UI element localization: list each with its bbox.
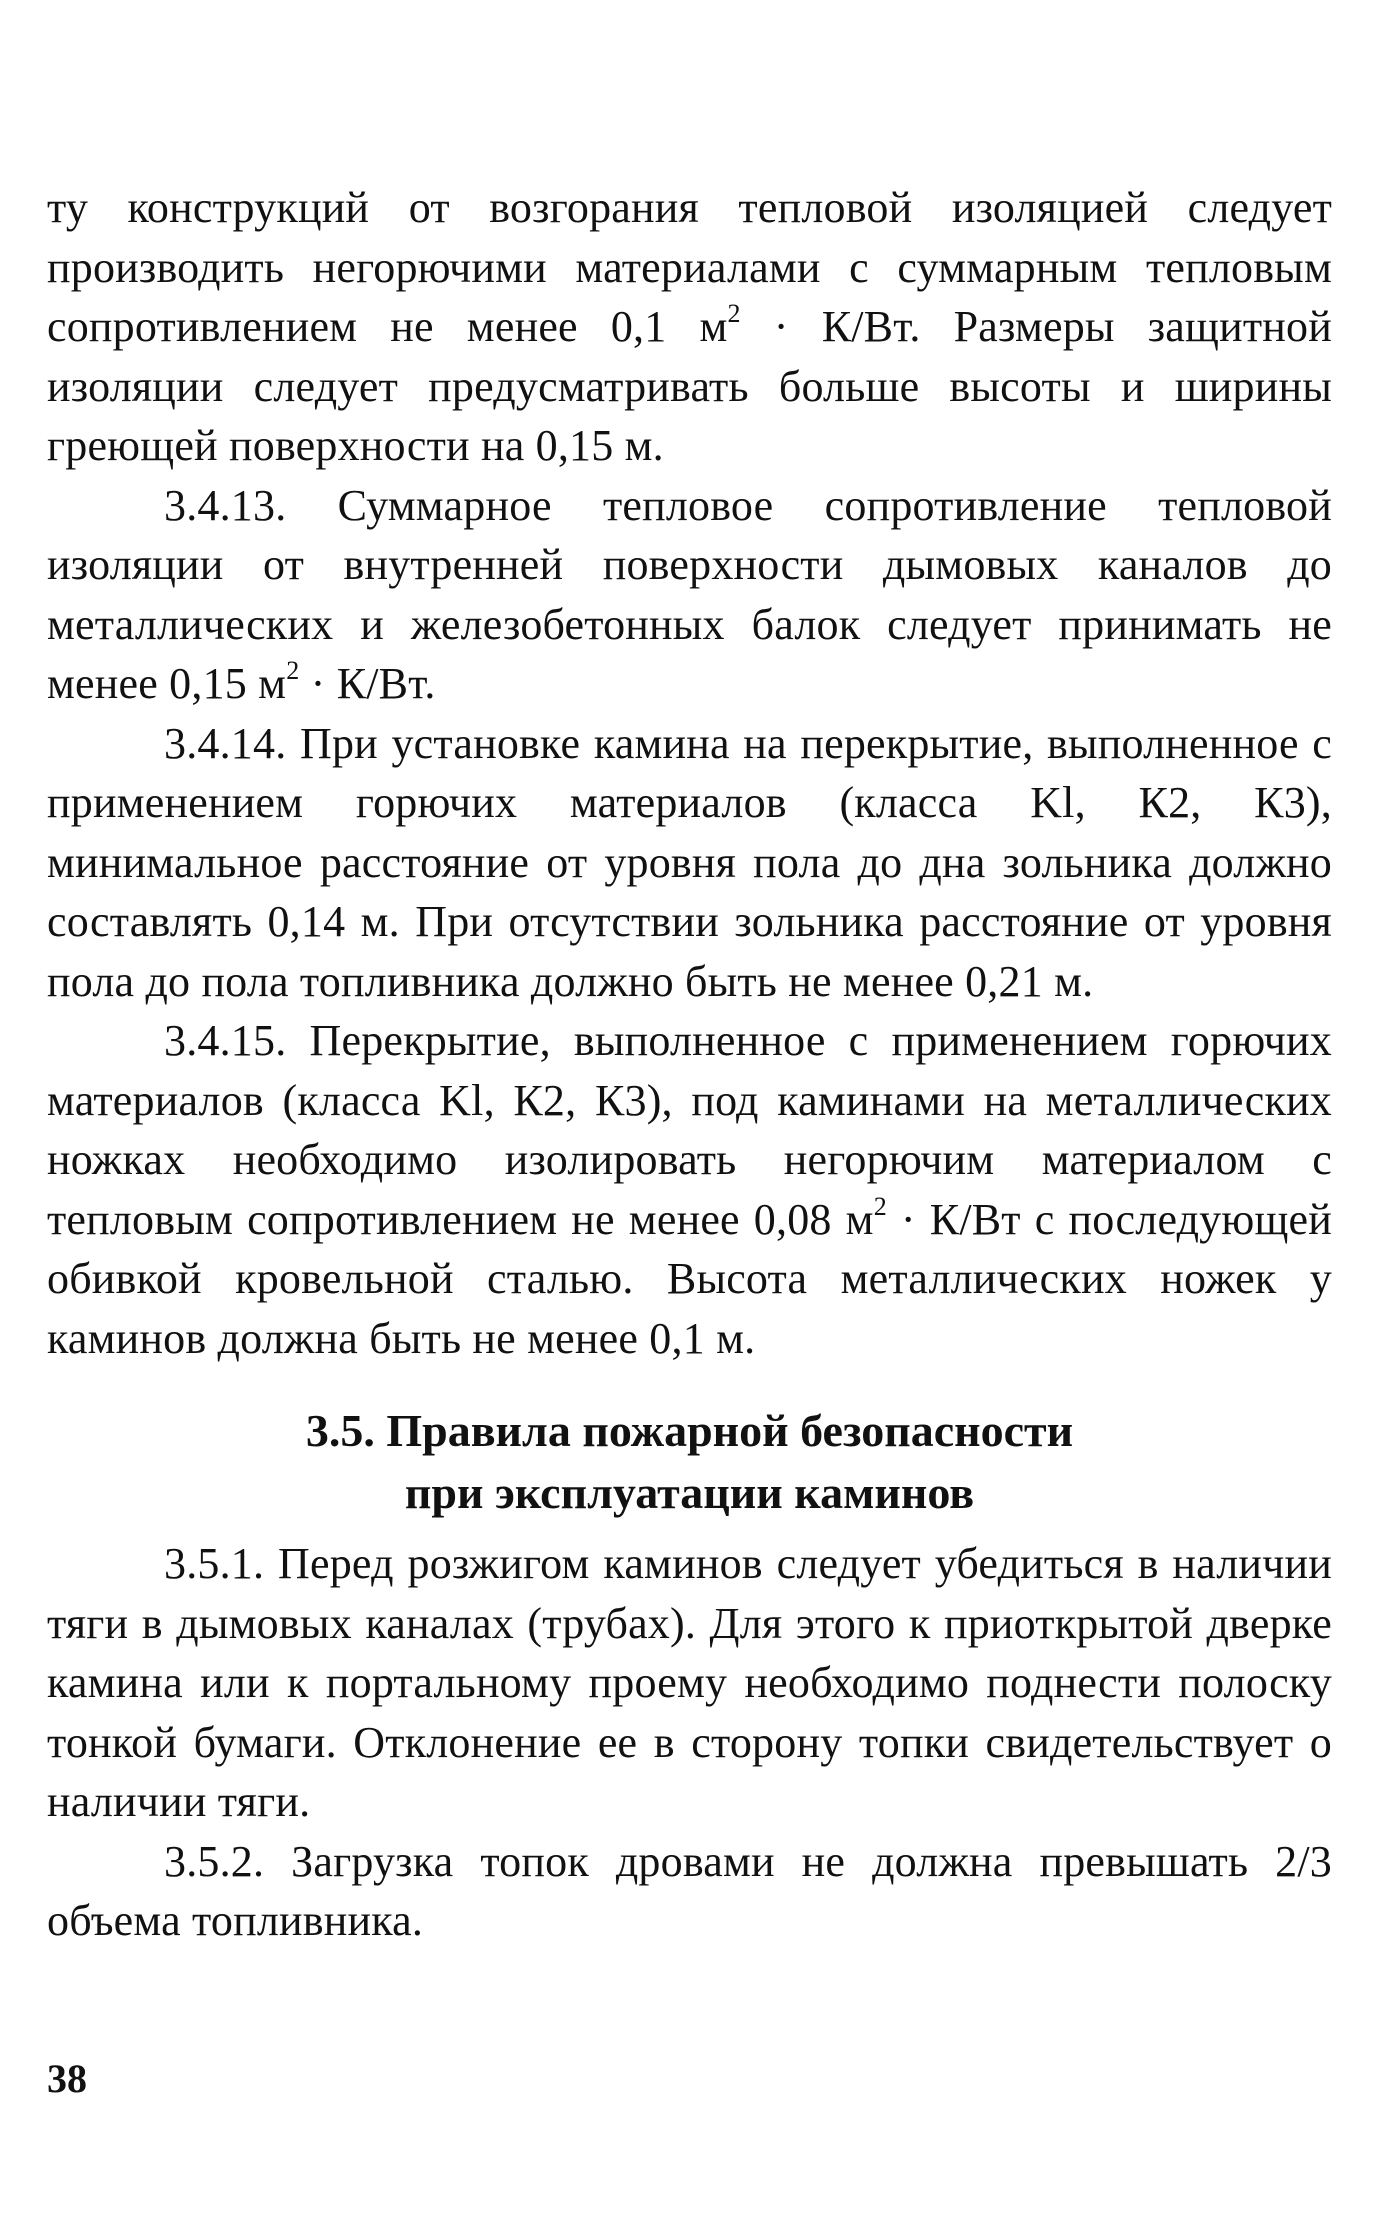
- paragraph-text: 3.4.14. При установке камина на перекрытие, выполненное с применением горючих материалов (класса Kl, К2, К3), минимальное расстояние от уровня пола до дна зольника должно составлять 0,14 м. При отсутствии зольника расстояние от уровня пола до пола топливника должно быть не менее 0,21 м.: [47, 718, 1332, 1006]
- paragraph-text: ту конструкций от возгорания тепловой изоляцией следует производить негорючими материалами с суммарным тепловым сопротивлением не менее 0,1 м: [47, 183, 1332, 351]
- paragraph-p5: [47, 1832, 1332, 1951]
- page-number: 38: [47, 2056, 87, 2101]
- text-block-lower: [47, 1534, 1332, 1951]
- paragraph-text: · К/Вт. Размеры защитной изоляции следует предусматривать больше высоты и ширины греющей поверхности на 0,15 м.: [47, 302, 1332, 470]
- page-body: [47, 178, 1332, 1951]
- superscript: 2: [286, 656, 300, 685]
- paragraph-text: 3.4.13. Суммарное тепловое сопротивление тепловой изоляции от внутренней поверхности дымовых каналов до металлических и железобетонных балок следует принимать не менее 0,15 м: [47, 480, 1332, 708]
- paragraph-text: 3.5.2. Загрузка топок дровами не должна превышать 2/3 объема топливника.: [47, 1836, 1332, 1945]
- paragraph-p2: [47, 714, 1332, 1012]
- superscript: 2: [727, 299, 741, 328]
- section-heading-line-1: 3.5. Правила пожарной безопасности: [305, 1405, 1074, 1456]
- section-heading-line-2: при эксплуатации каминов: [404, 1467, 975, 1518]
- paragraph-text: · К/Вт с последующей обивкой кровельной сталью. Высота металлических ножек у каминов должна быть не менее 0,1 м.: [47, 1194, 1333, 1363]
- paragraph-p1: [47, 476, 1332, 714]
- paragraph-text: 3.4.15. Перекрытие, выполненное с применением горючих материалов (класса Kl, К2, К3), под каминами на металлических ножках необходимо изолировать негорючим материалом с тепловым сопротивлением не менее 0,08 м: [47, 1016, 1332, 1244]
- paragraph-p3: [47, 1011, 1332, 1368]
- paragraph-p4: [47, 1534, 1332, 1832]
- section-heading: [47, 1400, 1332, 1524]
- paragraph-p0: [47, 178, 1332, 476]
- superscript: 2: [873, 1191, 887, 1221]
- paragraph-text: 3.5.1. Перед розжигом каминов следует убедиться в наличии тяги в дымовых каналах (трубах). Для этого к приоткрытой дверке камина или к портальному проему необходимо поднести полоску тонкой бумаги. Отклонение ее в сторону топки свидетельствует о наличии тяги.: [47, 1539, 1332, 1826]
- paragraph-text: · К/Вт.: [299, 659, 436, 708]
- text-block-upper: [47, 178, 1332, 1368]
